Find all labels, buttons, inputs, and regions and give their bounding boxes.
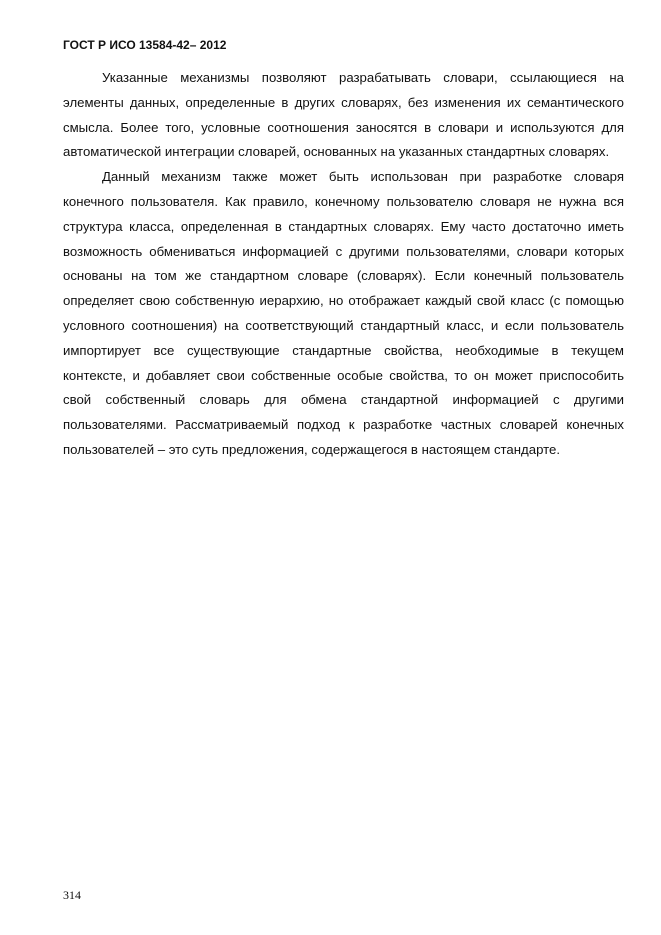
standard-code-header: ГОСТ Р ИСО 13584-42– 2012 — [63, 38, 227, 52]
paragraph-1: Указанные механизмы позволяют разрабатывать словари, ссылающиеся на элементы данных, определенные в других словарях, без изменения их семантического смысла. Более того, условные соотношения заносятся в словари и используются для автоматической интеграции словарей, основанных на указанных стандартных словарях. — [63, 70, 624, 160]
body-text — [63, 66, 624, 463]
paragraph-2: Данный механизм также может быть использован при разработке словаря конечного пользователя. Как правило, конечному пользователю словаря не нужна вся структура класса, определенная в стандартных словарях. Ему часто достаточно иметь возможность обмениваться информацией с другими пользователями, словари которых основаны на том же стандартном словаре (словарях). Если конечный пользователь определяет свою собственную иерархию, но отображает каждый свой класс (с помощью условного соотношения) на соответствующий стандартный класс, и если пользователь импортирует все существующие стандартные свойства, необходимые в текущем контексте, и добавляет свои собственные особые свойства, то он может приспособить свой собственный словарь для обмена стандартной информацией с другими пользователями. Рассматриваемый подход к разработке частных словарей конечных пользователей – это суть предложения, содержащегося в настоящем стандарте. — [63, 169, 624, 457]
page-number: 314 — [63, 888, 81, 902]
